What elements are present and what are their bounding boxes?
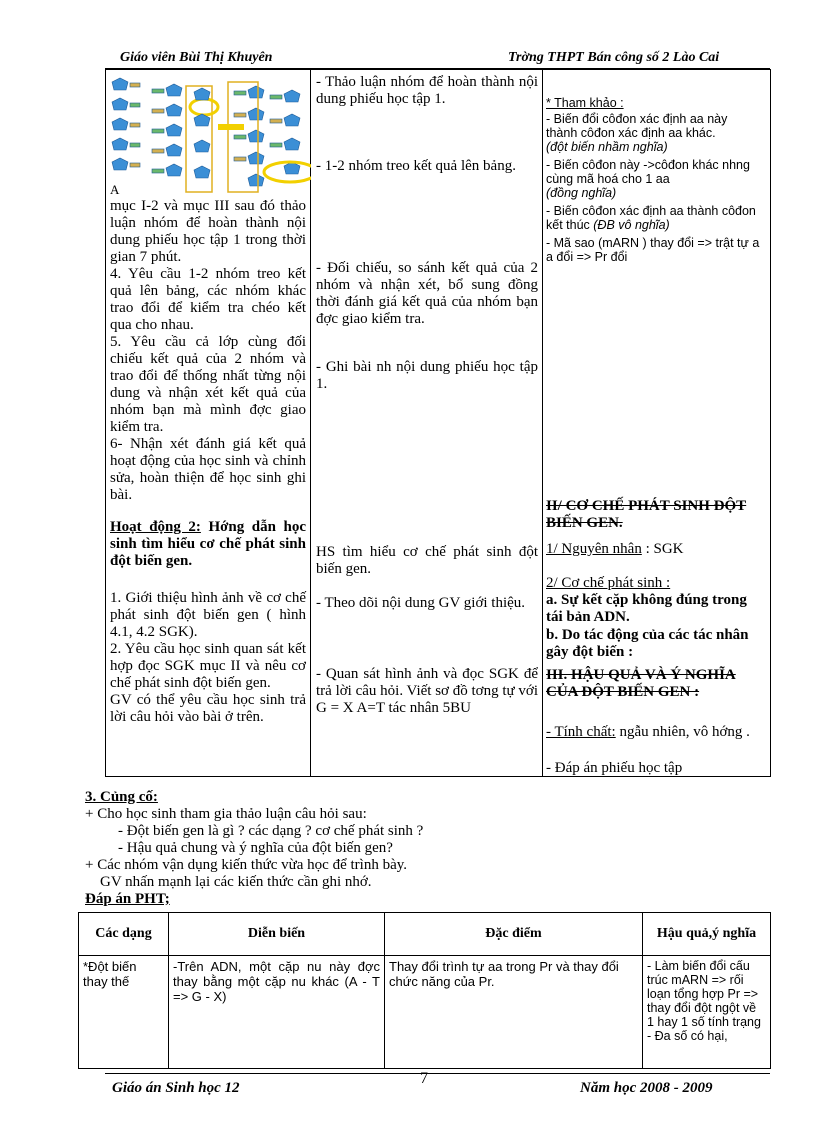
figure-label: A: [110, 182, 120, 196]
pht-cell-type: *Đột biến thay thế: [79, 956, 169, 1069]
student-step-6: - Theo dõi nội dung GV giới thiệu.: [316, 595, 526, 611]
reference-3-text: - Biến côđon xác định aa thành côđon kết thúc: [546, 204, 756, 232]
reference-2-note: (đồng nghĩa): [546, 186, 617, 200]
header-teacher: Giáo viên Bùi Thị Khuyên: [120, 50, 273, 65]
cause-text: : SGK: [641, 541, 684, 557]
mechanism-a: a. Sự kết cặp không đúng trong tái bản ADN.: [546, 592, 747, 625]
student-step-1: - Thảo luận nhóm để hoàn thành nội dung phiếu học tập 1.: [316, 74, 538, 107]
table-row: [79, 956, 771, 1069]
reference-4: - Mã sao (mARN ) thay đổi => trật tự a a đổi => Pr đổi: [546, 236, 760, 264]
reference-3: [546, 204, 761, 232]
student-activity-cell: [311, 70, 543, 777]
pht-header-process: Diễn biến: [169, 913, 385, 956]
reference-title: * Tham khảo :: [546, 96, 624, 110]
review-line-5: GV nhấn mạnh lại các kiến thức cần ghi nhớ.: [100, 874, 372, 890]
footer-title: Giáo án Sinh học 12: [112, 1080, 240, 1096]
reference-2-text: - Biến côđon này ->côđon khác nhng cùng mã hoá cho 1 aa: [546, 158, 750, 186]
student-step-7: - Quan sát hình ảnh và đọc SGK để trả lời câu hỏi. Viết sơ đồ tơng tự với G = X A=T tác nhân 5BU: [316, 666, 538, 716]
header-school: Trờng THPT Bán công số 2 Lào Cai: [508, 50, 720, 65]
student-step-5: HS tìm hiểu cơ chế phát sinh đột biến gen.: [316, 544, 538, 577]
pht-header-type: Các dạng: [79, 913, 169, 956]
dna-strand-mid: [152, 84, 182, 176]
teacher-step-a3: GV có thể yêu cầu học sinh trả lời câu hỏi vào bài ở trên.: [110, 692, 306, 725]
review-line-4: + Các nhóm vận dụng kiến thức vừa học để trình bày.: [85, 857, 408, 873]
lesson-table: [105, 69, 771, 777]
student-step-3: - Đối chiếu, so sánh kết quả của 2 nhóm và nhận xét, bổ sung đồng thời đánh giá kết quả của nhóm bạn đợc giao kiểm tra.: [316, 260, 538, 327]
teacher-step-a1: 1. Giới thiệu hình ảnh về cơ chế phát sinh đột biến gen ( hình 4.1, 4.2 SGK).: [110, 590, 306, 640]
highlight-ellipse-1: [190, 99, 218, 115]
footer-divider: [105, 1073, 770, 1074]
teacher-step-a2: 2. Yêu cầu học sinh quan sát kết hợp đọc SGK mục II và nêu cơ chế phát sinh đột biến gen.: [110, 641, 306, 691]
property-line: [546, 724, 761, 741]
footer-year: Năm học 2008 - 2009: [580, 1080, 713, 1096]
reference-1: [546, 112, 761, 154]
content-cell: [543, 70, 771, 777]
answer-table: [78, 912, 771, 1069]
student-step-2: - 1-2 nhóm treo kết quả lên bảng.: [316, 158, 516, 174]
review-line-2: - Đột biến gen là gì ? các dạng ? cơ chế phát sinh ?: [118, 823, 424, 839]
answer-sheet-ref: - Đáp án phiếu học tập: [546, 760, 683, 776]
section-3-title: III. HẬU QUẢ VÀ Ý NGHĨA CỦA ĐỘT BIẾN GEN :: [546, 667, 736, 700]
activity-2-heading: [110, 519, 306, 570]
pht-header-effect: Hậu quả,ý nghĩa: [643, 913, 771, 956]
cause-label: 1/ Nguyên nhân: [546, 541, 642, 557]
teacher-activity-cell: [106, 70, 311, 777]
highlight-bar: [218, 124, 244, 130]
cause-line: [546, 541, 761, 558]
pht-cell-feature: Thay đổi trình tự aa trong Pr và thay đổi chức năng của Pr.: [385, 956, 643, 1069]
section-2-title: II/ CƠ CHẾ PHÁT SINH ĐỘT BIẾN GEN.: [546, 498, 747, 531]
mechanism-title: 2/ Cơ chế phát sinh :: [546, 575, 671, 591]
review-title: 3. Củng cố:: [85, 789, 158, 805]
mechanism-b: b. Do tác động của các tác nhân gây đột biến :: [546, 627, 749, 660]
student-step-4: - Ghi bài nh nội dung phiếu học tập 1.: [316, 359, 538, 392]
review-line-3: - Hậu quả chung và ý nghĩa của đột biến gen?: [118, 840, 393, 856]
property-text: ngẫu nhiên, vô hớng .: [615, 724, 750, 740]
teacher-step-5: 5. Yêu cầu cả lớp cùng đối chiếu kết quả của 2 nhóm và trao đổi để thống nhất từng nội dung và nhận xét kết quả của nhóm bạn mà mình đợc giao kiểm tra.: [110, 334, 306, 435]
activity-2-label: Hoạt động 2:: [110, 519, 201, 535]
dna-strand-left: [112, 78, 140, 170]
pht-header-feature: Đặc điểm: [385, 913, 643, 956]
review-line-1: + Cho học sinh tham gia thảo luận câu hỏi sau:: [85, 806, 367, 822]
property-label: - Tính chất:: [546, 724, 616, 740]
dna-strand-right: [194, 86, 264, 186]
pht-cell-effect: - Làm biến đổi cấu trúc mARN => rối loạn tổng hợp Pr => thay đổi đột ngột về 1 hay 1 số tính trạng - Đa số có hại,: [643, 956, 771, 1069]
reference-3-note: (ĐB vô nghĩa): [593, 218, 670, 232]
reference-2: [546, 158, 761, 200]
dna-mutation-figure: [108, 74, 311, 196]
teacher-step-3: mục I-2 và mục III sau đó thảo luận nhóm để hoàn thành nội dung phiếu học tập 1 trong thời gian 7 phút.: [110, 198, 306, 265]
page-number: 7: [420, 1070, 428, 1087]
pht-cell-process: -Trên ADN, một cặp nu này đợc thay bằng một cặp nu khác (A - T => G - X): [169, 956, 385, 1069]
teacher-step-4: 4. Yêu cầu 1-2 nhóm treo kết quả lên bảng, các nhóm khác trao đổi để kiểm tra chéo kết qua cho nhau.: [110, 266, 306, 333]
reference-1-note: (đột biến nhầm nghĩa): [546, 140, 668, 154]
answer-title: Đáp án PHT;: [85, 891, 170, 907]
teacher-step-6: 6- Nhận xét đánh giá kết quả hoạt động của học sinh và chỉnh sửa, hoàn thiện để học sinh ghi bài.: [110, 436, 306, 503]
reference-1-text: - Biến đổi côđon xác định aa này thành côđon xác định aa khác.: [546, 112, 728, 140]
activity-2-text: Hớng dẫn học sinh tìm hiểu cơ chế phát sinh đột biến gen.: [110, 519, 306, 569]
